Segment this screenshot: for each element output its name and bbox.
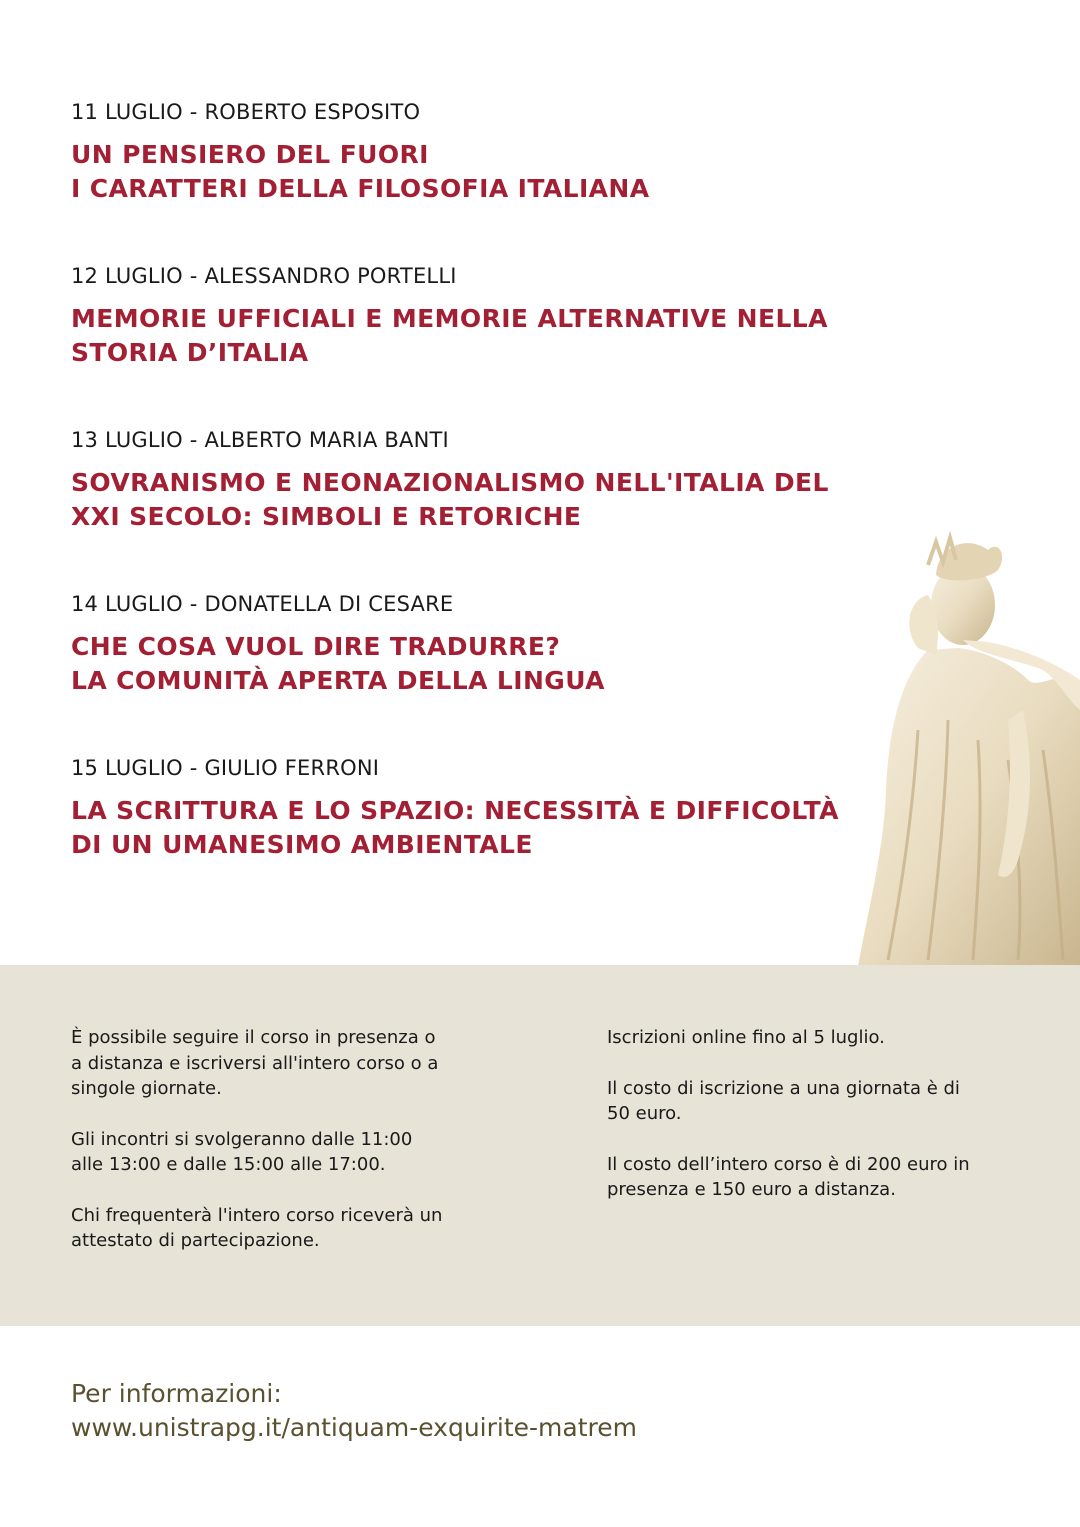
info-column-left [71,1025,491,1279]
contact-link[interactable]: www.unistrapg.it/antiquam-exquirite-matrem [71,1413,637,1442]
event-title: UN PENSIERO DEL FUORI I CARATTERI DELLA FILOSOFIA ITALIANA [71,140,650,203]
event-item [71,98,851,262]
event-date-speaker: 12 LUGLIO - ALESSANDRO PORTELLI [71,264,457,288]
event-item [71,590,851,754]
info-panel [0,965,1080,1326]
event-title: SOVRANISMO E NEONAZIONALISMO NELL'ITALIA DEL XXI SECOLO: SIMBOLI E RETORICHE [71,468,829,531]
info-paragraph: Il costo dell’intero corso è di 200 euro in presenza e 150 euro a distanza. [607,1153,970,1200]
info-paragraph: Gli incontri si svolgeranno dalle 11:00 alle 13:00 e dalle 15:00 alle 17:00. [71,1128,413,1175]
event-item [71,754,851,918]
event-date-speaker: 11 LUGLIO - ROBERTO ESPOSITO [71,100,421,124]
contact-label: Per informazioni: [71,1379,282,1408]
programme-list [71,98,851,918]
event-date-speaker: 14 LUGLIO - DONATELLA DI CESARE [71,592,454,616]
info-paragraph: È possibile seguire il corso in presenza o a distanza e iscriversi all'intero corso o a singole giornate. [71,1027,439,1099]
marble-statue-icon [858,530,1080,966]
event-item [71,426,851,590]
event-title: MEMORIE UFFICIALI E MEMORIE ALTERNATIVE NELLA STORIA D’ITALIA [71,304,828,367]
event-title: CHE COSA VUOL DIRE TRADURRE? LA COMUNITÀ APERTA DELLA LINGUA [71,632,605,695]
event-item [71,262,851,426]
event-date-speaker: 15 LUGLIO - GIULIO FERRONI [71,756,380,780]
info-paragraph: Il costo di iscrizione a una giornata è di 50 euro. [607,1077,960,1124]
event-date-speaker: 13 LUGLIO - ALBERTO MARIA BANTI [71,428,449,452]
event-title: LA SCRITTURA E LO SPAZIO: NECESSITÀ E DIFFICOLTÀ DI UN UMANESIMO AMBIENTALE [71,796,839,859]
contact-info [71,1377,637,1445]
info-column-right [607,1025,1017,1228]
info-paragraph: Chi frequenterà l'intero corso riceverà un attestato di partecipazione. [71,1204,443,1251]
info-paragraph: Iscrizioni online fino al 5 luglio. [607,1027,885,1048]
